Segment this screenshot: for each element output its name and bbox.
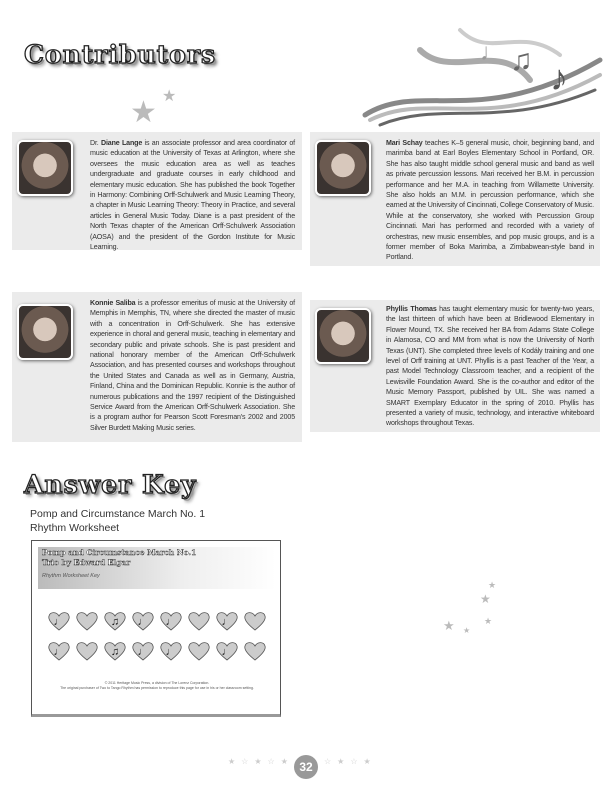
rhythm-heart-eighths: [104, 611, 126, 631]
svg-text:♩: ♩: [53, 616, 65, 628]
worksheet-image: [31, 540, 281, 717]
star-icon: ★: [484, 616, 493, 626]
rhythm-heart-rest: [244, 641, 266, 661]
star-icon: ★: [488, 580, 497, 590]
worksheet-title-line-1: Pomp and Circumstance March No.1: [42, 548, 197, 557]
svg-text:♩: ♩: [165, 646, 177, 658]
svg-text:♩: ♩: [480, 39, 504, 66]
svg-text:♩: ♩: [53, 646, 65, 658]
rhythm-heart-quarter: [160, 641, 182, 661]
svg-text:♩: ♩: [137, 616, 149, 628]
star-icon: ★: [463, 626, 471, 635]
rhythm-heart-quarter: [48, 611, 70, 631]
footer-stars-right: ☆★☆★: [324, 757, 377, 766]
rhythm-heart-quarter: [132, 611, 154, 631]
bio-name: Konnie Saliba: [90, 299, 136, 307]
rhythm-heart-rest: [76, 611, 98, 631]
svg-text:♩: ♩: [221, 646, 233, 658]
rhythm-heart-quarter: [216, 611, 238, 631]
worksheet-title-line-2: Trio by Edward Elgar: [42, 558, 131, 567]
rhythm-heart-eighths: [104, 641, 126, 661]
subtitle-line-1: Pomp and Circumstance March No. 1: [30, 508, 206, 520]
photo-konnie-saliba: [17, 304, 73, 360]
bio-text: teaches K–5 general music, choir, beginning band, and marimba band at Earl Boyles Elementary School in Portland, OR. She has also taught middle school general music and band as well as private percussion lessons. Mari received her B.M. in percussion performance and her M.A. in teaching from Willamette University. She also holds an M.M. in percussion performance, which she earned at the University of Cincinnati, College Conservatory of Music. While at the conservatory, she worked with Percussion Group Cincinnati. Mari has performed and recorded with a variety of orchestras, new music ensembles, and pop music groups, and is a former member of Boka Marimba, a Zimbabwean-style band in Portland.: [386, 139, 594, 262]
page-number: 32: [294, 755, 318, 779]
worksheet-subtitle: Rhythm Worksheet Key: [42, 573, 100, 579]
rhythm-heart-rest: [244, 611, 266, 631]
footer-line-2: The original purchaser of Two to Tango Rhythm has permission to reproduce this page for use in his or her classroom setting.: [60, 685, 254, 690]
bio-phyllis-thomas: [310, 300, 600, 432]
bio-mari-schay: [310, 132, 600, 266]
svg-text:♫: ♫: [110, 646, 120, 658]
bio-diane-lange: [12, 132, 302, 250]
bio-konnie-saliba: [12, 292, 302, 442]
bio-text: is a professor emeritus of music at the University of Memphis in Memphis, TN, where she directed the master of music with a concentration in Orff-Schulwerk. She has extensive experience in choral and general music, teaching in elementary and secondary public and private schools. She is past president and national honorary member of the American Orff-Schulwerk Association, and has presented courses and workshops throughout the United States and Canada as well as in Germany, Austria, Finland, China and the Dominican Republic. Konnie is the author of numerous publications and the 1997 recipient of the Distinguished Service Award from the American Orff-Schulwerk Association. She is a program author for Pearson Scott Foresman's 2002 and 2005 Silver Burdett Making Music series.: [90, 299, 295, 432]
svg-text:♪: ♪: [550, 57, 568, 98]
rhythm-heart-rest: [76, 641, 98, 661]
photo-phyllis-thomas: [315, 308, 371, 364]
star-icon: ★: [480, 592, 491, 606]
svg-text:♩: ♩: [137, 646, 149, 658]
worksheet-footer: [38, 681, 276, 691]
svg-text:♫: ♫: [510, 44, 533, 77]
star-icon: ★: [443, 618, 455, 633]
answer-key-heading: Answer Key: [24, 470, 197, 499]
rhythm-heart-quarter: [216, 641, 238, 661]
svg-text:♩: ♩: [221, 616, 233, 628]
contributors-heading: Contributors: [24, 40, 217, 69]
rhythm-heart-rest: [188, 611, 210, 631]
svg-text:♫: ♫: [110, 616, 120, 628]
rhythm-heart-rest: [188, 641, 210, 661]
answer-key-subtitle: [30, 507, 205, 535]
rhythm-heart-quarter: [160, 611, 182, 631]
rhythm-heart-quarter: [132, 641, 154, 661]
footer-line-1: © 2011 Heritage Music Press, a division of The Lorenz Corporation.: [104, 681, 210, 685]
bio-text: has taught elementary music for twenty-two years, the last thirteen of which have been at Bridlewood Elementary in Flower Mound, TX. She received her BA from Adams State College in Alamosa, CO and MM from what is now the University of North Texas (UNT). She completed three levels of Kodály training and one level of Orff training at UNT. Phyllis is a past Teacher of the Year, a past Model Technology Classroom teacher, and a recipient of the Lewisville Foundation Award. She is the co-author and editor of the Music Memory Passport, published by UIL. She was named a SMART Exemplary Educator in the spring of 2010. Phyllis has presented a variety of music, technology, and interactive whiteboard workshops throughout Texas.: [386, 305, 594, 428]
star-icon: ★: [162, 88, 177, 105]
svg-text:♩: ♩: [165, 616, 177, 628]
bio-name: Diane Lange: [101, 139, 143, 147]
subtitle-line-2: Rhythm Worksheet: [30, 522, 120, 534]
bio-name: Phyllis Thomas: [386, 305, 437, 313]
bio-prefix: Dr.: [90, 139, 102, 147]
photo-diane-lange: [17, 140, 73, 196]
music-swirl-decoration: [360, 20, 605, 130]
footer-stars-left: ★☆★☆★: [228, 757, 294, 766]
rhythm-heart-quarter: [48, 641, 70, 661]
bio-text: is an associate professor and area coordinator of music education at the University of Texas at Arlington, where she oversees the music education area as well as teaches undergraduate and graduate courses in early childhood and elementary music education. She has published the book Together in Harmony: Combining Orff-Schulwerk and Music Learning Theory, a chapter in Music Learning Theory: Theory in Practice, and several articles in General Music Today. Diane is a past president of the North Texas chapter of the American Orff-Schulwerk Association (AOSA) and the president of the Gordon Institute for Music Learning.: [90, 139, 295, 252]
worksheet-title: [42, 548, 196, 568]
bio-name: Mari Schay: [386, 139, 423, 147]
photo-mari-schay: [315, 140, 371, 196]
star-icon: ★: [130, 96, 157, 129]
